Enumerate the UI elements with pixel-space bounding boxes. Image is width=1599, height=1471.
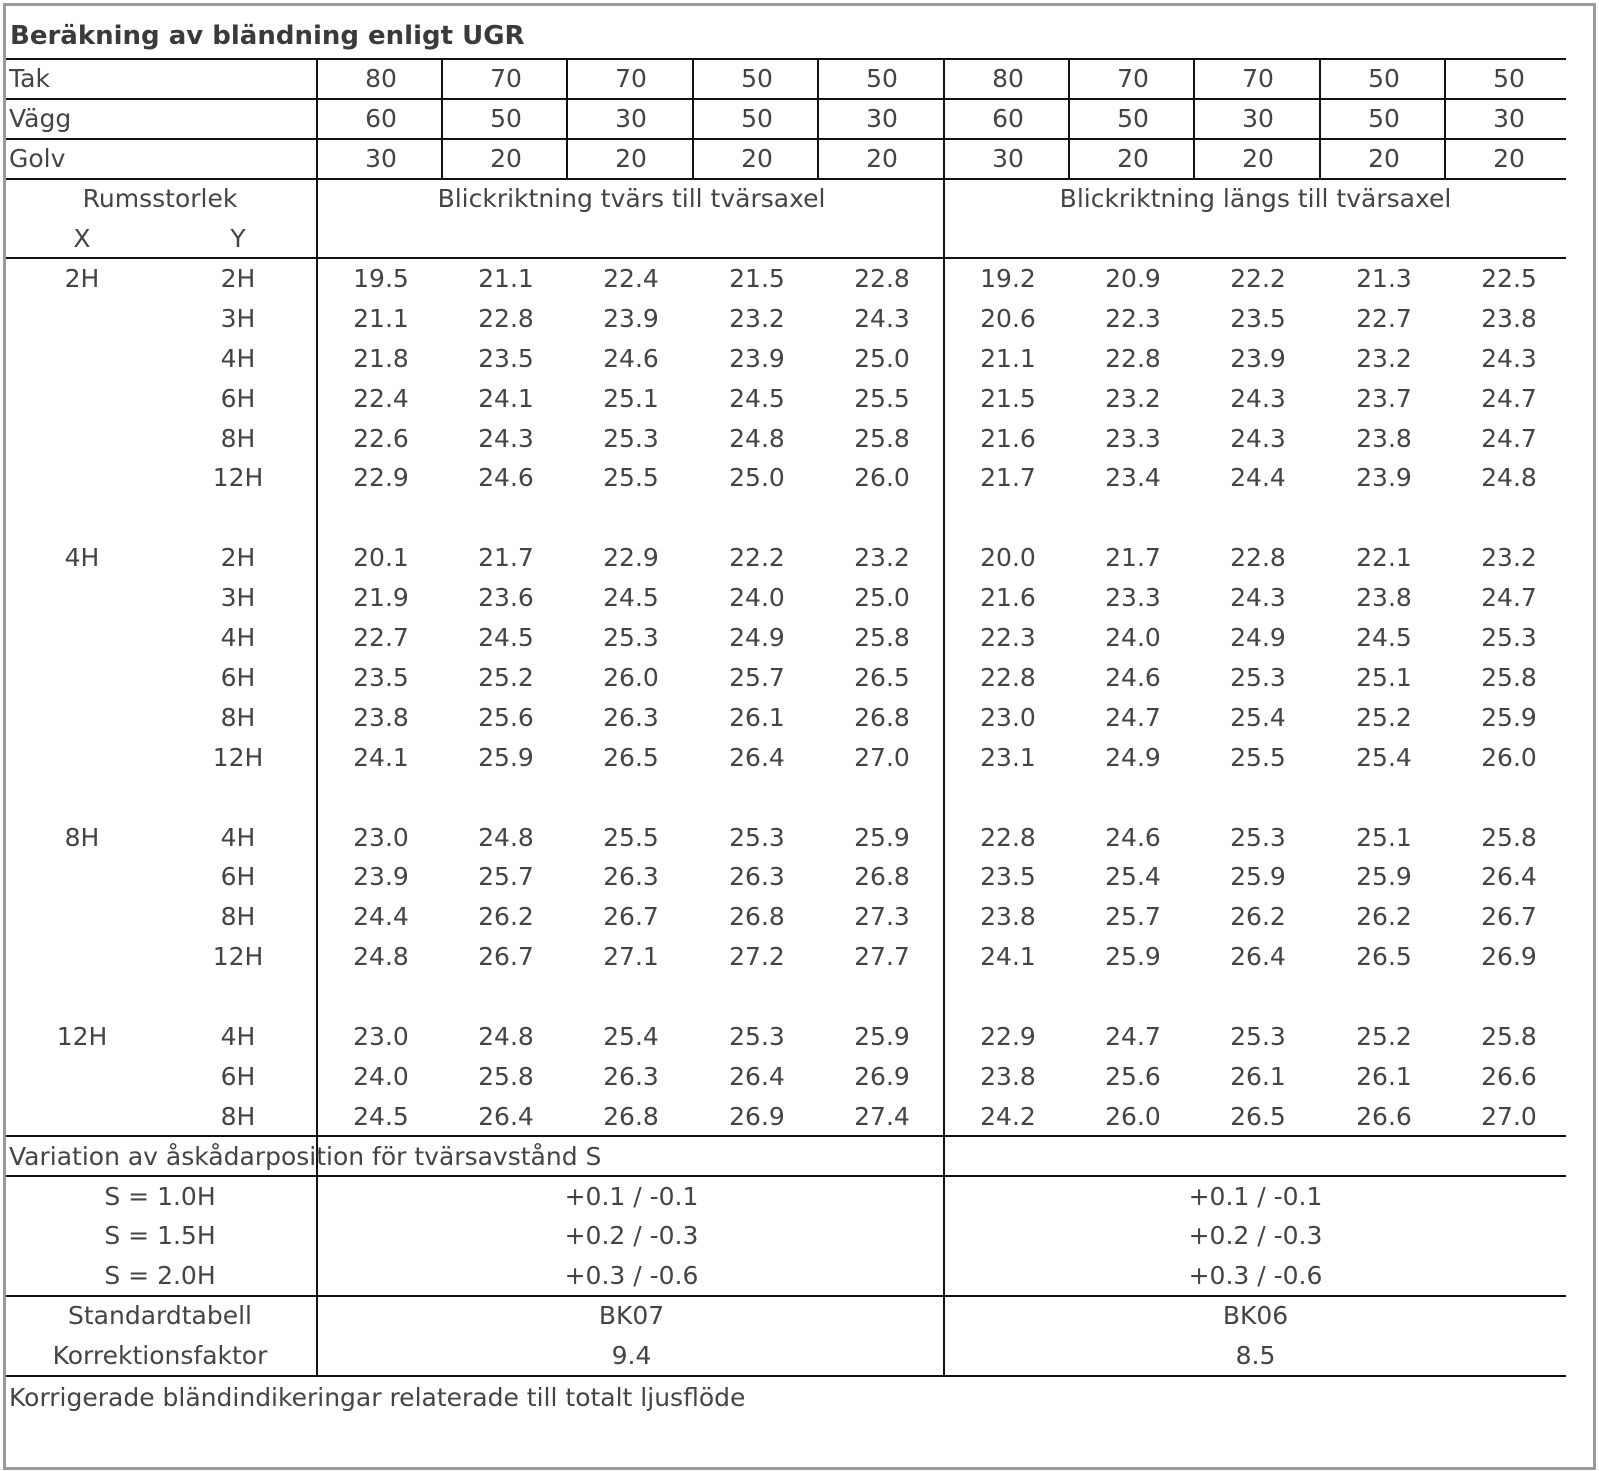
- ugr-value: 23.9: [1356, 463, 1412, 492]
- room-y-value: 8H: [220, 703, 256, 732]
- ugr-value: 25.5: [1230, 743, 1286, 772]
- ugr-value: 20.1: [353, 543, 409, 572]
- ugr-value: 23.8: [980, 1062, 1036, 1091]
- correction-label: Korrektionsfaktor: [52, 1341, 268, 1370]
- ugr-value: 24.0: [729, 583, 785, 612]
- ugr-value: 23.5: [980, 862, 1036, 891]
- ugr-value: 26.8: [729, 902, 785, 931]
- ugr-value: 23.5: [478, 344, 534, 373]
- ugr-value: 23.2: [854, 543, 910, 572]
- ugr-value: 23.6: [478, 583, 534, 612]
- ugr-value: 22.7: [353, 623, 409, 652]
- variation-along: +0.3 / -0.6: [1188, 1261, 1323, 1290]
- room-y-value: 2H: [220, 543, 256, 572]
- ugr-value: 22.4: [603, 264, 659, 293]
- correction-cross: 9.4: [611, 1341, 652, 1370]
- reflectance-value: 30: [992, 144, 1024, 173]
- reflectance-column-divider: [441, 59, 443, 178]
- ugr-value: 24.4: [353, 902, 409, 931]
- ugr-value: 21.7: [1105, 543, 1161, 572]
- ugr-value: 22.3: [980, 623, 1036, 652]
- room-y-value: 4H: [220, 1022, 256, 1051]
- ugr-value: 24.8: [1481, 463, 1537, 492]
- room-y-value: 2H: [220, 264, 256, 293]
- reflectance-column-divider: [1193, 59, 1195, 178]
- correction-along: 8.5: [1235, 1341, 1276, 1370]
- ugr-value: 23.0: [353, 1022, 409, 1051]
- ugr-value: 24.7: [1481, 424, 1537, 453]
- reflectance-value: 70: [1242, 64, 1274, 93]
- room-y-value: 6H: [220, 663, 256, 692]
- reflectance-value: 70: [615, 64, 647, 93]
- reflectance-value: 70: [490, 64, 522, 93]
- ugr-value: 26.5: [1356, 942, 1412, 971]
- divider: [6, 138, 1566, 140]
- ugr-value: 26.2: [478, 902, 534, 931]
- reflectance-value: 80: [992, 64, 1024, 93]
- ugr-value: 24.6: [1105, 823, 1161, 852]
- ugr-value: 22.9: [980, 1022, 1036, 1051]
- footer-divider: [6, 1375, 1566, 1377]
- ugr-value: 27.3: [854, 902, 910, 931]
- ugr-value: 22.2: [1230, 264, 1286, 293]
- reflectance-value: 60: [365, 104, 397, 133]
- ugr-value: 24.3: [478, 424, 534, 453]
- ugr-value: 27.4: [854, 1102, 910, 1131]
- ugr-value: 24.5: [478, 623, 534, 652]
- ugr-value: 26.5: [603, 743, 659, 772]
- ugr-value: 24.4: [1230, 463, 1286, 492]
- ugr-value: 22.8: [478, 304, 534, 333]
- ugr-value: 26.7: [478, 942, 534, 971]
- room-x-value: 4H: [64, 543, 100, 572]
- ugr-value: 24.8: [478, 1022, 534, 1051]
- ugr-value: 23.8: [353, 703, 409, 732]
- reflectance-value: 50: [490, 104, 522, 133]
- ugr-value: 23.8: [980, 902, 1036, 931]
- ugr-value: 21.1: [980, 344, 1036, 373]
- ugr-value: 25.8: [1481, 823, 1537, 852]
- ugr-value: 20.6: [980, 304, 1036, 333]
- ugr-value: 24.7: [1481, 583, 1537, 612]
- ugr-value: 22.8: [980, 823, 1036, 852]
- ugr-value: 24.6: [478, 463, 534, 492]
- ugr-value: 24.5: [353, 1102, 409, 1131]
- ugr-value: 25.0: [729, 463, 785, 492]
- ugr-value: 25.3: [1230, 823, 1286, 852]
- ugr-value: 25.8: [854, 424, 910, 453]
- reflectance-value: 20: [866, 144, 898, 173]
- reflectance-value: 20: [1368, 144, 1400, 173]
- ugr-value: 25.0: [854, 344, 910, 373]
- ugr-value: 22.5: [1481, 264, 1537, 293]
- reflectance-value: 80: [365, 64, 397, 93]
- room-y-value: 12H: [212, 463, 264, 492]
- ugr-value: 26.8: [603, 1102, 659, 1131]
- reflectance-value: 30: [1493, 104, 1525, 133]
- ugr-value: 26.1: [729, 703, 785, 732]
- ugr-value: 23.9: [729, 344, 785, 373]
- ugr-value: 24.9: [1105, 743, 1161, 772]
- ugr-value: 24.5: [1356, 623, 1412, 652]
- ugr-value: 23.5: [1230, 304, 1286, 333]
- ugr-value: 26.1: [1230, 1062, 1286, 1091]
- ugr-value: 22.6: [353, 424, 409, 453]
- ugr-value: 20.0: [980, 543, 1036, 572]
- ugr-value: 24.3: [1230, 384, 1286, 413]
- variation-cross: +0.1 / -0.1: [564, 1182, 699, 1211]
- ugr-value: 24.8: [353, 942, 409, 971]
- ugr-value: 26.0: [603, 663, 659, 692]
- ugr-value: 19.5: [353, 264, 409, 293]
- variation-label: S = 1.5H: [104, 1221, 216, 1250]
- ugr-value: 27.1: [603, 942, 659, 971]
- ugr-value: 24.9: [1230, 623, 1286, 652]
- ugr-value: 26.5: [1230, 1102, 1286, 1131]
- ugr-value: 22.4: [353, 384, 409, 413]
- ugr-value: 26.6: [1356, 1102, 1412, 1131]
- variation-along: +0.1 / -0.1: [1188, 1182, 1323, 1211]
- ugr-value: 26.3: [603, 703, 659, 732]
- variation-cross: +0.2 / -0.3: [564, 1221, 699, 1250]
- ugr-value: 21.1: [478, 264, 534, 293]
- room-y-value: 3H: [220, 583, 256, 612]
- ugr-value: 24.3: [1230, 424, 1286, 453]
- reflectance-value: 50: [1368, 104, 1400, 133]
- reflectance-value: 30: [615, 104, 647, 133]
- ugr-value: 27.0: [1481, 1102, 1537, 1131]
- reflectance-value: 30: [866, 104, 898, 133]
- ugr-value: 22.2: [729, 543, 785, 572]
- room-y-value: 4H: [220, 823, 256, 852]
- ugr-value: 24.2: [980, 1102, 1036, 1131]
- ugr-value: 21.6: [980, 424, 1036, 453]
- ugr-value: 26.4: [1230, 942, 1286, 971]
- ugr-value: 27.7: [854, 942, 910, 971]
- ugr-value: 26.3: [729, 862, 785, 891]
- ugr-value: 22.8: [980, 663, 1036, 692]
- ugr-value: 20.9: [1105, 264, 1161, 293]
- ugr-value: 22.9: [603, 543, 659, 572]
- reflectance-label: Vägg: [9, 104, 72, 133]
- reflectance-value: 20: [1242, 144, 1274, 173]
- ugr-value: 24.6: [603, 344, 659, 373]
- ugr-value: 25.2: [478, 663, 534, 692]
- ugr-value: 25.7: [1105, 902, 1161, 931]
- reflectance-value: 30: [1242, 104, 1274, 133]
- reflectance-value: 20: [615, 144, 647, 173]
- reflectance-value: 70: [1117, 64, 1149, 93]
- direction-along-label: Blickriktning längs till tvärsaxel: [1059, 184, 1452, 213]
- reflectance-column-divider: [1444, 59, 1446, 178]
- variation-along: +0.2 / -0.3: [1188, 1221, 1323, 1250]
- ugr-value: 23.0: [353, 823, 409, 852]
- ugr-value: 25.8: [1481, 1022, 1537, 1051]
- ugr-value: 22.3: [1105, 304, 1161, 333]
- ugr-value: 27.0: [854, 743, 910, 772]
- ugr-value: 24.3: [1230, 583, 1286, 612]
- ugr-value: 24.5: [729, 384, 785, 413]
- variation-cross: +0.3 / -0.6: [564, 1261, 699, 1290]
- reflectance-value: 50: [1117, 104, 1149, 133]
- ugr-value: 24.1: [478, 384, 534, 413]
- ugr-value: 25.3: [1230, 663, 1286, 692]
- variation-label: S = 2.0H: [104, 1261, 216, 1290]
- variation-label: S = 1.0H: [104, 1182, 216, 1211]
- ugr-value: 25.1: [1356, 823, 1412, 852]
- ugr-value: 24.7: [1105, 1022, 1161, 1051]
- ugr-value: 26.4: [729, 1062, 785, 1091]
- reflectance-value: 50: [1493, 64, 1525, 93]
- room-y-value: 6H: [220, 1062, 256, 1091]
- ugr-value: 25.4: [1356, 743, 1412, 772]
- ugr-value: 23.3: [1105, 424, 1161, 453]
- ugr-value: 25.6: [478, 703, 534, 732]
- ugr-value: 23.1: [980, 743, 1036, 772]
- ugr-value: 25.2: [1356, 1022, 1412, 1051]
- ugr-value: 24.8: [729, 424, 785, 453]
- reflectance-value: 20: [490, 144, 522, 173]
- ugr-value: 26.6: [1481, 1062, 1537, 1091]
- standard-cross: BK07: [598, 1301, 665, 1330]
- room-y-value: 6H: [220, 862, 256, 891]
- ugr-value: 25.2: [1356, 703, 1412, 732]
- ugr-value: 27.2: [729, 942, 785, 971]
- ugr-value: 21.1: [353, 304, 409, 333]
- ugr-value: 25.3: [729, 1022, 785, 1051]
- room-y-value: 8H: [220, 902, 256, 931]
- reflectance-column-divider: [1068, 59, 1070, 178]
- ugr-value: 23.8: [1356, 583, 1412, 612]
- reflectance-value: 50: [866, 64, 898, 93]
- ugr-value: 25.9: [1230, 862, 1286, 891]
- reflectance-value: 30: [365, 144, 397, 173]
- ugr-value: 19.2: [980, 264, 1036, 293]
- room-y-value: 4H: [220, 344, 256, 373]
- ugr-value: 23.8: [1356, 424, 1412, 453]
- reflectance-value: 60: [992, 104, 1024, 133]
- ugr-value: 26.9: [854, 1062, 910, 1091]
- ugr-value: 25.9: [1481, 703, 1537, 732]
- ugr-value: 23.2: [1481, 543, 1537, 572]
- room-x-value: 12H: [56, 1022, 108, 1051]
- variation-title: Variation av åskådarposition för tvärsavstånd S: [9, 1142, 602, 1171]
- ugr-value: 24.5: [603, 583, 659, 612]
- ugr-value: 24.1: [980, 942, 1036, 971]
- ugr-value: 25.3: [1230, 1022, 1286, 1051]
- ugr-value: 26.3: [603, 862, 659, 891]
- ugr-value: 24.0: [1105, 623, 1161, 652]
- ugr-value: 24.1: [353, 743, 409, 772]
- reflectance-value: 20: [741, 144, 773, 173]
- ugr-value: 21.3: [1356, 264, 1412, 293]
- ugr-value: 23.2: [729, 304, 785, 333]
- ugr-value: 22.8: [1105, 344, 1161, 373]
- ugr-value: 25.5: [603, 463, 659, 492]
- ugr-value: 21.5: [980, 384, 1036, 413]
- room-y-value: 8H: [220, 424, 256, 453]
- ugr-value: 25.3: [729, 823, 785, 852]
- ugr-value: 21.7: [980, 463, 1036, 492]
- ugr-value: 25.5: [854, 384, 910, 413]
- ugr-value: 24.9: [729, 623, 785, 652]
- ugr-value: 25.7: [478, 862, 534, 891]
- ugr-value: 23.3: [1105, 583, 1161, 612]
- ugr-value: 26.8: [854, 862, 910, 891]
- ugr-value: 23.5: [353, 663, 409, 692]
- ugr-value: 25.6: [1105, 1062, 1161, 1091]
- ugr-value: 25.4: [1105, 862, 1161, 891]
- ugr-value: 26.5: [854, 663, 910, 692]
- reflectance-value: 50: [741, 104, 773, 133]
- reflectance-value: 20: [1493, 144, 1525, 173]
- ugr-value: 23.2: [1105, 384, 1161, 413]
- ugr-value: 25.9: [478, 743, 534, 772]
- ugr-value: 25.7: [729, 663, 785, 692]
- reflectance-column-divider: [817, 59, 819, 178]
- ugr-value: 26.0: [854, 463, 910, 492]
- room-y-value: 8H: [220, 1102, 256, 1131]
- standard-label: Standardtabell: [68, 1301, 252, 1330]
- ugr-value: 26.2: [1356, 902, 1412, 931]
- table-title: Beräkning av bländning enligt UGR: [10, 21, 525, 51]
- room-y-value: 12H: [212, 942, 264, 971]
- ugr-value: 21.9: [353, 583, 409, 612]
- ugr-value: 23.9: [353, 862, 409, 891]
- ugr-value: 26.2: [1230, 902, 1286, 931]
- ugr-value: 21.7: [478, 543, 534, 572]
- ugr-value: 25.0: [854, 583, 910, 612]
- reflectance-column-divider: [1319, 59, 1321, 178]
- ugr-value: 23.2: [1356, 344, 1412, 373]
- reflectance-label: Golv: [9, 144, 66, 173]
- reflectance-value: 50: [1368, 64, 1400, 93]
- ugr-value: 25.1: [603, 384, 659, 413]
- ugr-value: 22.8: [854, 264, 910, 293]
- ugr-value: 26.9: [1481, 942, 1537, 971]
- reflectance-column-divider: [692, 59, 694, 178]
- ugr-value: 25.8: [1481, 663, 1537, 692]
- ugr-value: 25.3: [603, 623, 659, 652]
- room-x-value: 2H: [64, 264, 100, 293]
- ugr-value: 21.8: [353, 344, 409, 373]
- ugr-value: 24.8: [478, 823, 534, 852]
- ugr-value: 26.8: [854, 703, 910, 732]
- ugr-value: 25.9: [854, 823, 910, 852]
- ugr-value: 24.3: [1481, 344, 1537, 373]
- reflectance-column-divider: [943, 59, 945, 178]
- ugr-value: 21.5: [729, 264, 785, 293]
- reflectance-column-divider: [566, 59, 568, 178]
- footer-note: Korrigerade bländindikeringar relaterade till totalt ljusflöde: [9, 1383, 746, 1412]
- ugr-value: 23.9: [603, 304, 659, 333]
- ugr-value: 25.8: [854, 623, 910, 652]
- ugr-value: 25.4: [1230, 703, 1286, 732]
- ugr-value: 25.9: [1356, 862, 1412, 891]
- ugr-value: 25.3: [1481, 623, 1537, 652]
- ugr-value: 23.4: [1105, 463, 1161, 492]
- ugr-value: 25.1: [1356, 663, 1412, 692]
- room-y-value: 12H: [212, 743, 264, 772]
- divider: [6, 98, 1566, 100]
- ugr-value: 22.8: [1230, 543, 1286, 572]
- ugr-value: 26.4: [478, 1102, 534, 1131]
- ugr-value: 26.7: [1481, 902, 1537, 931]
- ugr-value: 25.8: [478, 1062, 534, 1091]
- direction-cross-label: Blickriktning tvärs till tvärsaxel: [437, 184, 826, 213]
- ugr-value: 23.9: [1230, 344, 1286, 373]
- reflectance-value: 20: [1117, 144, 1149, 173]
- ugr-value: 25.5: [603, 823, 659, 852]
- ugr-value: 25.9: [1105, 942, 1161, 971]
- standard-along: BK06: [1222, 1301, 1289, 1330]
- room-y-value: 3H: [220, 304, 256, 333]
- room-y-label: Y: [230, 224, 246, 253]
- room-x-value: 8H: [64, 823, 100, 852]
- ugr-value: 26.0: [1105, 1102, 1161, 1131]
- ugr-value: 26.3: [603, 1062, 659, 1091]
- ugr-value: 24.6: [1105, 663, 1161, 692]
- reflectance-label: Tak: [9, 64, 50, 93]
- ugr-value: 24.0: [353, 1062, 409, 1091]
- ugr-value: 23.8: [1481, 304, 1537, 333]
- ugr-value: 25.4: [603, 1022, 659, 1051]
- room-y-value: 4H: [220, 623, 256, 652]
- ugr-value: 23.0: [980, 703, 1036, 732]
- ugr-value: 26.9: [729, 1102, 785, 1131]
- ugr-value: 22.7: [1356, 304, 1412, 333]
- ugr-value: 26.0: [1481, 743, 1537, 772]
- room-size-label: Rumsstorlek: [82, 184, 238, 213]
- ugr-value: 25.3: [603, 424, 659, 453]
- ugr-value: 23.7: [1356, 384, 1412, 413]
- ugr-value: 26.4: [1481, 862, 1537, 891]
- ugr-value: 25.9: [854, 1022, 910, 1051]
- reflectance-column-divider: [316, 59, 318, 178]
- ugr-value: 26.1: [1356, 1062, 1412, 1091]
- ugr-value: 21.6: [980, 583, 1036, 612]
- ugr-value: 24.3: [854, 304, 910, 333]
- ugr-value: 22.1: [1356, 543, 1412, 572]
- ugr-value: 26.7: [603, 902, 659, 931]
- reflectance-value: 50: [741, 64, 773, 93]
- ugr-value: 26.4: [729, 743, 785, 772]
- ugr-value: 24.7: [1481, 384, 1537, 413]
- room-y-value: 6H: [220, 384, 256, 413]
- ugr-glare-table: [3, 3, 1596, 1470]
- ugr-value: 24.7: [1105, 703, 1161, 732]
- room-x-label: X: [73, 224, 91, 253]
- ugr-value: 22.9: [353, 463, 409, 492]
